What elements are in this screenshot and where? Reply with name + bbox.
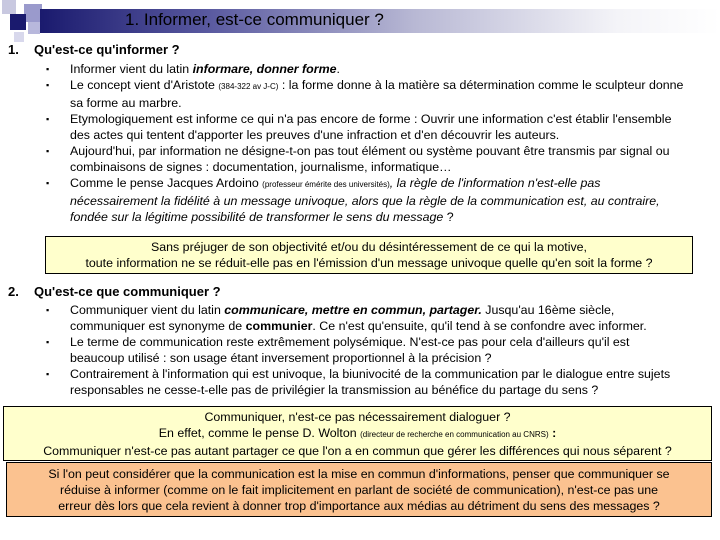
note-line: Sans préjuger de son objectivité et/ou du désintéressement de ce qui la motive, [151, 240, 587, 254]
bullet-text: Informer vient du latin [70, 62, 193, 76]
bullet-text: ? [443, 210, 454, 224]
note-text: En effet, comme le pense D. Wolton [158, 426, 361, 440]
bullet-text: Aujourd'hui, par information ne désigne-t-on pas tout élément ou système pouvant être transmis par signal ou combinaisons de signes : documentation, journalisme, informatique… [70, 144, 670, 174]
section-number: 1. [8, 42, 19, 57]
section-number: 2. [8, 284, 19, 299]
note-box-information [45, 236, 693, 274]
bullet-text: (384-322 av J-C) [218, 82, 279, 91]
bullet-item [46, 302, 686, 334]
conclusion-line: réduise à informer (comme on le fait implicitement en parlant de société de communication), n'est-ce pas une [59, 483, 659, 497]
bullet-item [46, 366, 686, 398]
section-title: Qu'est-ce qu'informer ? [34, 42, 180, 57]
section2-bullets [46, 302, 686, 398]
bullet-text: , la règle de l'information n'est-elle pas nécessairement la fidélité à un message univoque, alors que la règle de la communication est, au contraire, fondée sur la légitime possibilité de transformer le sens du message [70, 176, 660, 224]
bullet-item [46, 175, 686, 225]
bullet-square-icon: ▪ [46, 146, 50, 156]
bullet-square-icon: ▪ [46, 178, 50, 188]
bullet-item [46, 143, 686, 175]
bullet-text: Contrairement à l'information qui est univoque, la biunivocité de la communication par le dialogue entre sujets responsables ne cesse-t-elle pas de privilégier la transmission au bénéfice du partage du sens ? [70, 367, 671, 397]
bullet-text: (professeur émérite des universités) [262, 180, 390, 189]
note-box-communication [3, 406, 712, 461]
bullet-text: Communiquer vient du latin [70, 303, 225, 317]
bullet-item [46, 77, 686, 111]
note-line: toute information ne se réduit-elle pas en l'émission d'un message univoque quelle qu'en soit la forme ? [85, 256, 653, 270]
bullet-text: communier [245, 319, 313, 333]
bullet-item [46, 111, 686, 143]
bullet-square-icon: ▪ [46, 305, 50, 315]
bullet-text: Le terme de communication reste extrêmement polysémique. N'est-ce pas pour cela d'ailleurs qu'il est beaucoup utilisé : son usage étant inversement proportionnel à la précision ? [70, 335, 630, 365]
bullet-text: . Ce n'est qu'ensuite, qu'il tend à se confondre avec informer. [312, 319, 647, 333]
note-aside: (directeur de recherche en communication au CNRS) [360, 430, 549, 439]
bullet-text: communicare, mettre en commun, partager. [224, 303, 482, 317]
note-line: Communiquer n'est-ce pas autant partager ce que l'on a en commun que gérer les différences qui nous séparent ? [43, 444, 672, 458]
note-line: Communiquer, n'est-ce pas nécessairement dialoguer ? [204, 410, 511, 424]
bullet-text: Le concept vient d'Aristote [70, 78, 219, 92]
bullet-square-icon: ▪ [46, 369, 50, 379]
bullet-text: informare, donner forme [192, 62, 337, 76]
bullet-square-icon: ▪ [46, 64, 50, 74]
section1-heading [8, 42, 180, 57]
note-text: : [548, 426, 557, 440]
conclusion-line: erreur dès lors que cela revient à donner trop d'importance aux médias au détriment du sens des messages ? [58, 499, 660, 513]
bullet-text: Etymologiquement est informe ce qui n'a pas encore de forme : Ouvrir une information c'est établir l'ensemble des actes qui tentent d'apporter les preuves d'une infraction et d'en découvrir les auteurs. [70, 112, 672, 142]
bullet-square-icon: ▪ [46, 80, 50, 90]
bullet-text: Jusqu'au 16ème siècle, communiquer est synonyme de [70, 303, 615, 333]
section-title: Qu'est-ce que communiquer ? [34, 284, 221, 299]
section1-bullets [46, 61, 686, 225]
note-line [4, 425, 711, 443]
bullet-item [46, 334, 686, 366]
conclusion-box [6, 462, 712, 517]
bullet-text: . [336, 62, 340, 76]
bullet-text: : la forme donne à la matière sa détermination comme le sculpteur donne sa forme au marbre. [70, 78, 684, 110]
bullet-square-icon: ▪ [46, 114, 50, 124]
conclusion-line: Si l'on peut considérer que la communication est la mise en commun d'informations, penser que communiquer se [48, 467, 670, 481]
bullet-square-icon: ▪ [46, 337, 50, 347]
bullet-item [46, 61, 686, 77]
slide-title: 1. Informer, est-ce communiquer ? [125, 10, 384, 29]
bullet-text: Comme le pense Jacques Ardoino [70, 176, 263, 190]
section2-heading [8, 284, 221, 299]
